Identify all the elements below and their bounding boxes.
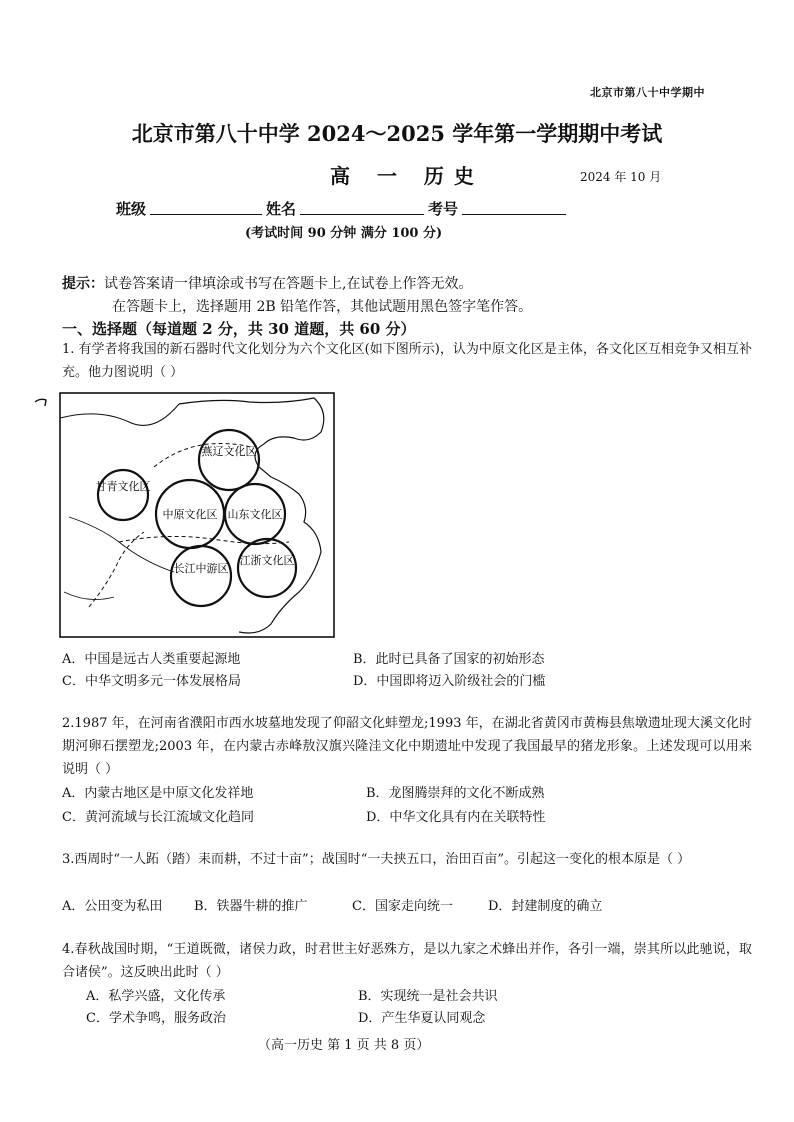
q1-option-c[interactable]: C．中华文明多元一体发展格局 [62,674,241,689]
q1-option-a[interactable]: A．中国是远古人类重要起源地 [62,652,241,667]
pen-mark-icon [34,392,48,406]
q4-option-b[interactable]: B．实现统一是社会共识 [358,989,498,1004]
class-label: 班级 [116,200,147,218]
culture-region-map [59,392,335,638]
tips-line-1 [62,272,472,296]
q2-option-b[interactable]: B．龙图腾崇拜的文化不断成熟 [366,786,545,801]
region-label-changjiang: 长江中游区 [173,562,229,575]
student-info-row [116,198,570,219]
id-label: 考号 [428,200,459,218]
q2-option-a[interactable]: A．内蒙古地区是中原文化发祥地 [62,786,254,801]
section-heading: 一、选择题（每道题 2 分，共 30 道题，共 60 分） [62,320,416,338]
id-field[interactable] [462,213,566,215]
question-3-stem: 3.西周时“一人跖（踏）耒而耕，不过十亩”；战国时“一夫挟五口，治田百亩”。引起这一变化的根本原是（ ） [62,852,691,867]
exam-time-note: (考试时间 90 分钟 满分 100 分) [245,226,443,241]
region-label-ganqing: 甘青文化区 [95,480,151,493]
tips-line-2: 在答题卡上，选择题用 2B 铅笔作答，其他试题用黑色签字笔作答。 [112,299,533,315]
q4-option-c[interactable]: C．学术争鸣，服务政治 [86,1011,226,1026]
page-title: 北京市第八十中学 2024～2025 学年第一学期期中考试 [131,121,663,146]
q2-option-c[interactable]: C．黄河流域与长江流域文化趋同 [62,810,254,825]
region-label-yanliao: 燕辽文化区 [201,445,257,458]
region-label-jiangzhe: 江浙文化区 [239,554,295,567]
school-corner-label: 北京市第八十中学期中 [590,86,705,99]
q1-option-d[interactable]: D．中国即将迈入阶级社会的门槛 [353,674,546,689]
question-1-stem: 1. 有学者将我国的新石器时代文化划分为六个文化区(如下图所示)，认为中原文化区是主体，各文化区互相竞争又相互补充。他力图说明（ ） [62,342,752,380]
tips-text-1: 试卷答案请一律填涂或书写在答题卡上,在试卷上作答无效。 [104,276,473,292]
q1-option-b[interactable]: B．此时已具备了国家的初始形态 [353,652,545,667]
q3-option-d[interactable]: D．封建制度的确立 [488,899,603,914]
region-label-zhongyuan: 中原文化区 [162,508,218,521]
q3-option-a[interactable]: A．公田变为私田 [62,899,163,914]
name-label: 姓名 [266,200,297,218]
subject-title: 高 一 历史 [330,164,484,188]
q4-option-a[interactable]: A．私学兴盛，文化传承 [86,989,226,1004]
q4-option-d[interactable]: D．产生华夏认同观念 [358,1011,486,1026]
q2-option-d[interactable]: D．中华文化具有内在关联特性 [366,810,546,825]
tips-label: 提示： [62,276,104,292]
q3-option-b[interactable]: B．铁器牛耕的推广 [194,899,308,914]
q3-option-c[interactable]: C．国家走向统一 [352,899,453,914]
question-2-stem: 2.1987 年，在河南省濮阳市西水坡墓地发现了仰韶文化蚌塑龙;1993 年，在湖北省黄冈市黄梅县焦墩遗址现大溪文化时期河卵石摆塑龙;2003 年，在内蒙古赤峰敖汉旗兴隆洼文化中期遗址中发现了我国最早的猪龙形象。上述发现可以用来说明（ ） [62,716,752,777]
region-label-shandong: 山东文化区 [227,508,283,521]
question-4-stem: 4.春秋战国时期，“王道既微，诸侯力政，时君世主好恶殊方，是以九家之术蜂出并作，各引一端，崇其所以此驰说，取合诸侯”。这反映出此时（ ） [62,942,752,980]
name-field[interactable] [300,213,424,215]
class-field[interactable] [150,213,262,215]
exam-date: 2024 年 10 月 [580,170,662,184]
page-footer: （高一历史 第 1 页 共 8 页） [258,1038,430,1053]
